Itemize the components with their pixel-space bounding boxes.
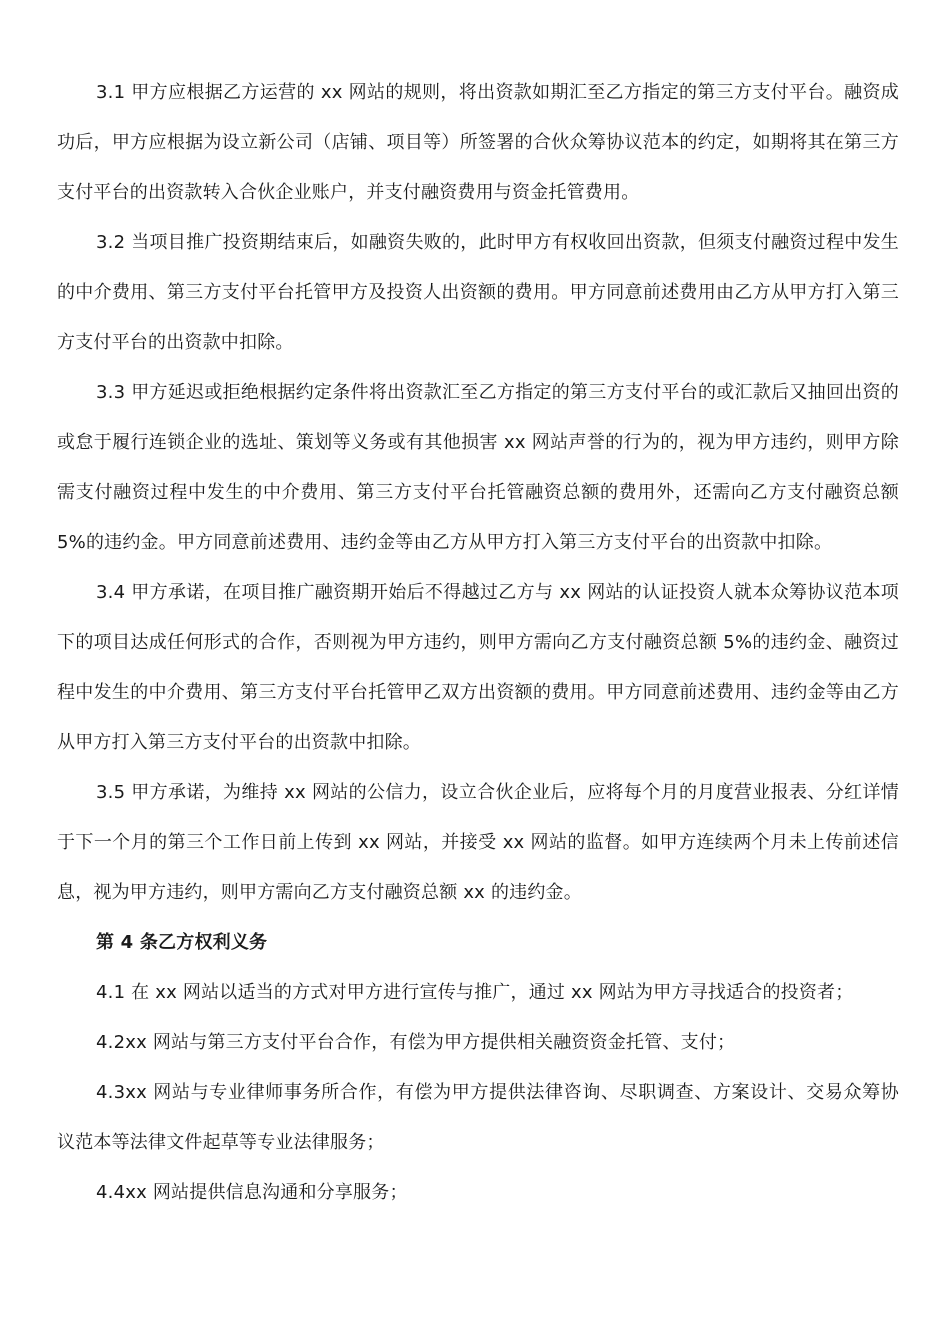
- clause-3-1: 3.1 甲方应根据乙方运营的 xx 网站的规则，将出资款如期汇至乙方指定的第三方支付平台。融资成功后，甲方应根据为设立新公司（店铺、项目等）所签署的合伙众筹协议范本的约定，如期将其在第三方支付平台的出资款转入合伙企业账户，并支付融资费用与资金托管费用。: [57, 82, 899, 203]
- clause-4-3: 4.3xx 网站与专业律师事务所合作，有偿为甲方提供法律咨询、尽职调查、方案设计、交易众筹协议范本等法律文件起草等专业法律服务；: [57, 1082, 899, 1153]
- clause-4-4: 4.4xx 网站提供信息沟通和分享服务；: [96, 1182, 408, 1203]
- section-4-heading: 第 4 条乙方权利义务: [96, 932, 268, 953]
- document-body: [57, 68, 899, 1218]
- clause-3-4: 3.4 甲方承诺，在项目推广融资期开始后不得越过乙方与 xx 网站的认证投资人就本众筹协议范本项下的项目达成任何形式的合作，否则视为甲方违约，则甲方需向乙方支付融资总额 5%的违约金、融资过程中发生的中介费用、第三方支付平台托管甲乙双方出资额的费用。甲方同意前述费用、违约金等由乙方从甲方打入第三方支付平台的出资款中扣除。: [57, 582, 899, 753]
- clause-4-1: 4.1 在 xx 网站以适当的方式对甲方进行宣传与推广，通过 xx 网站为甲方寻找适合的投资者；: [96, 982, 854, 1003]
- clause-4-2: 4.2xx 网站与第三方支付平台合作，有偿为甲方提供相关融资资金托管、支付；: [96, 1032, 736, 1053]
- clause-3-5: 3.5 甲方承诺，为维持 xx 网站的公信力，设立合伙企业后，应将每个月的月度营业报表、分红详情于下一个月的第三个工作日前上传到 xx 网站，并接受 xx 网站的监督。如甲方连续两个月未上传前述信息，视为甲方违约，则甲方需向乙方支付融资总额 xx 的违约金。: [57, 782, 899, 903]
- clause-3-3: 3.3 甲方延迟或拒绝根据约定条件将出资款汇至乙方指定的第三方支付平台的或汇款后又抽回出资的或怠于履行连锁企业的选址、策划等义务或有其他损害 xx 网站声誉的行为的，视为甲方违约，则甲方除需支付融资过程中发生的中介费用、第三方支付平台托管融资总额的费用外，还需向乙方支付融资总额 5%的违约金。甲方同意前述费用、违约金等由乙方从甲方打入第三方支付平台的出资款中扣除。: [57, 382, 899, 553]
- clause-3-2: 3.2 当项目推广投资期结束后，如融资失败的，此时甲方有权收回出资款，但须支付融资过程中发生的中介费用、第三方支付平台托管甲方及投资人出资额的费用。甲方同意前述费用由乙方从甲方打入第三方支付平台的出资款中扣除。: [57, 232, 899, 353]
